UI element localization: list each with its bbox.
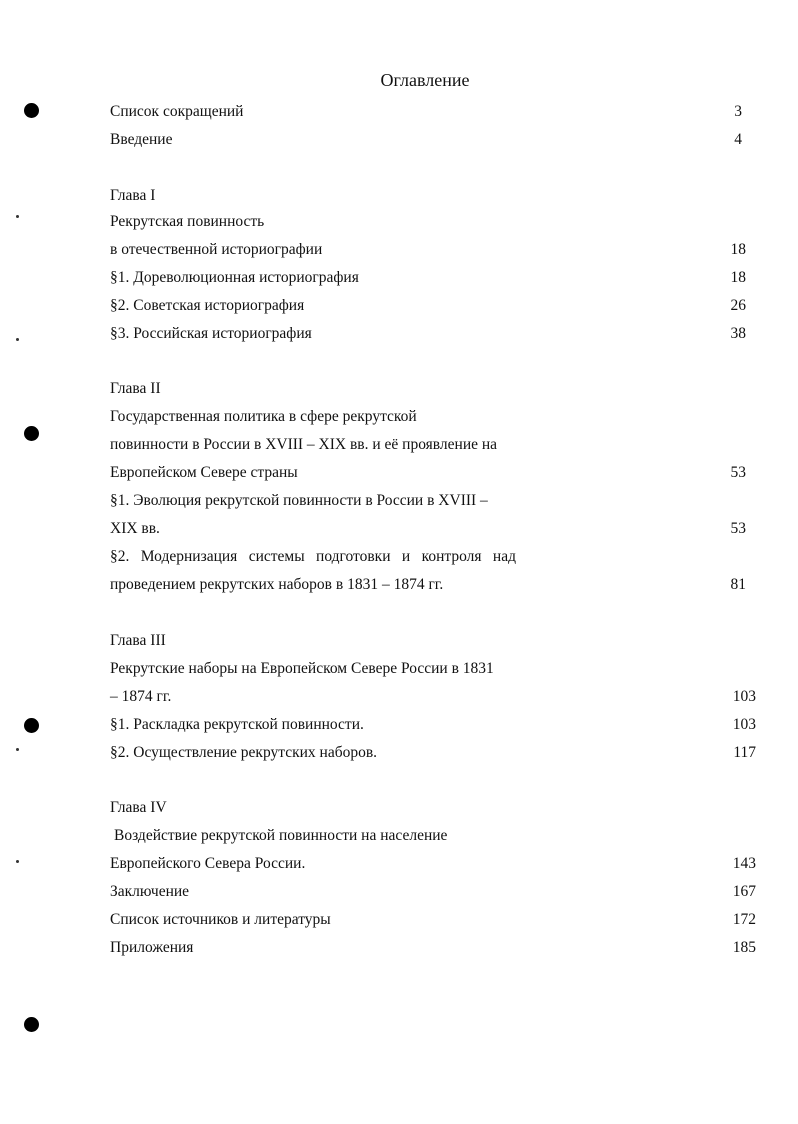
toc-page: 38 bbox=[730, 325, 746, 342]
toc-entry: XIX вв. bbox=[110, 520, 160, 537]
toc-entry: §1. Дореволюционная историография bbox=[110, 269, 359, 286]
toc-entry: в отечественной историографии bbox=[110, 241, 323, 258]
toc-chapter: Глава I bbox=[110, 187, 156, 204]
scan-speck bbox=[16, 338, 19, 341]
toc-entry: Европейском Севере страны bbox=[110, 464, 298, 481]
toc-entry: Рекрутские наборы на Европейском Севере России в 1831 bbox=[110, 660, 494, 677]
toc-chapter: Глава II bbox=[110, 380, 161, 397]
punch-hole bbox=[24, 426, 39, 441]
toc-page: 18 bbox=[730, 269, 746, 286]
scan-speck bbox=[16, 748, 19, 751]
page-title: Оглавление bbox=[380, 70, 470, 90]
toc-entry: Список источников и литературы bbox=[110, 911, 331, 928]
toc-page: 53 bbox=[730, 520, 746, 537]
toc-entry: Список сокращений bbox=[110, 103, 244, 120]
toc-entry: §2. Осуществление рекрутских наборов. bbox=[110, 744, 378, 761]
toc-entry: §1. Раскладка рекрутской повинности. bbox=[110, 716, 364, 733]
toc-page: 185 bbox=[732, 939, 756, 956]
toc-entry: Рекрутская повинность bbox=[110, 213, 265, 230]
toc-page: 117 bbox=[733, 744, 756, 761]
scan-speck bbox=[16, 860, 19, 863]
toc-entry: §3. Российская историография bbox=[110, 325, 312, 342]
toc-entry: §1. Эволюция рекрутской повинности в России в XVIII – bbox=[110, 492, 488, 509]
toc-page: 26 bbox=[730, 297, 746, 314]
toc-page: 18 bbox=[730, 241, 746, 258]
toc-entry: Заключение bbox=[110, 883, 190, 900]
toc-entry: Воздействие рекрутской повинности на население bbox=[114, 827, 448, 844]
toc-page: 172 bbox=[732, 911, 756, 928]
toc-entry: повинности в России в XVIII – XIX вв. и её проявление на bbox=[110, 436, 498, 453]
toc-page: 3 bbox=[734, 103, 742, 120]
toc-page: 167 bbox=[732, 883, 756, 900]
punch-hole bbox=[24, 103, 39, 118]
toc-page: 103 bbox=[732, 688, 756, 705]
toc-entry: Введение bbox=[110, 131, 173, 148]
toc-page: 103 bbox=[732, 716, 756, 733]
toc-entry: §2. Советская историография bbox=[110, 297, 305, 314]
scan-speck bbox=[16, 215, 19, 218]
toc-page: 4 bbox=[734, 131, 742, 148]
toc-chapter: Глава IV bbox=[110, 799, 167, 816]
toc-entry: Государственная политика в сфере рекрутской bbox=[110, 408, 417, 425]
punch-hole bbox=[24, 1017, 39, 1032]
punch-hole bbox=[24, 718, 39, 733]
toc-page: 81 bbox=[730, 576, 746, 593]
toc-page: 53 bbox=[730, 464, 746, 481]
toc-chapter: Глава III bbox=[110, 632, 166, 649]
toc-entry: проведением рекрутских наборов в 1831 – 1874 гг. bbox=[110, 576, 444, 593]
toc-entry: Европейского Севера России. bbox=[110, 855, 306, 872]
toc-entry: – 1874 гг. bbox=[110, 688, 172, 705]
toc-page: 143 bbox=[732, 855, 756, 872]
toc-entry: Приложения bbox=[110, 939, 194, 956]
toc-entry: §2. Модернизация системы подготовки и контроля над bbox=[110, 548, 516, 565]
